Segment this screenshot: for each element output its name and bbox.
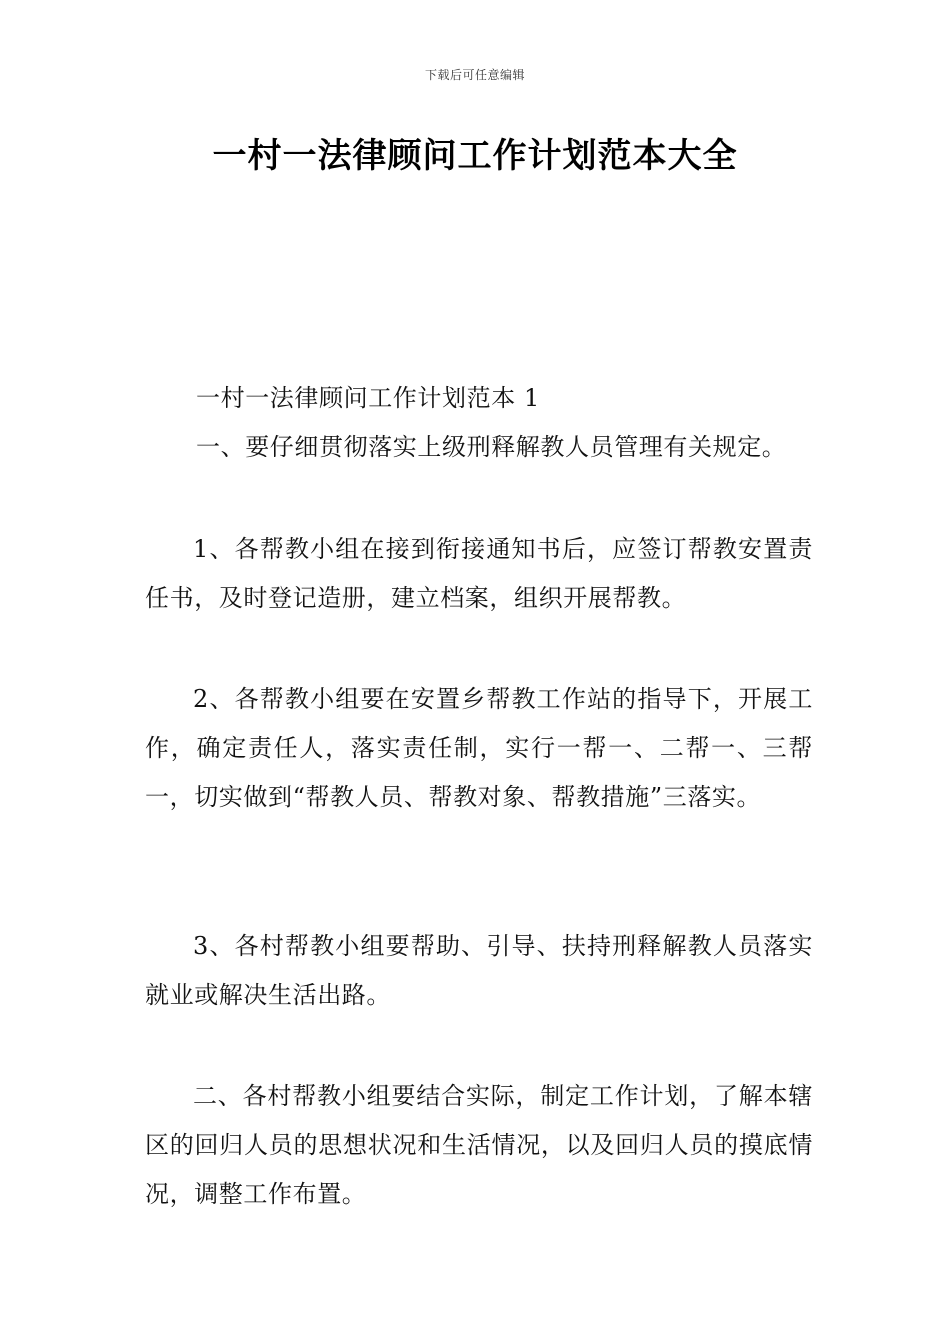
paragraph-1: 1、各帮教小组在接到衔接通知书后，应签订帮教安置责任书，及时登记造册，建立档案，组织开展帮教。 <box>145 535 813 612</box>
section-subheading: 一村一法律顾问工作计划范本 1 <box>196 384 540 412</box>
header-note: 下载后可任意编辑 <box>424 68 525 82</box>
paragraph-2: 2、各帮教小组要在安置乡帮教工作站的指导下，开展工作，确定责任人，落实责任制，实行一帮一、二帮一、三帮一，切实做到“帮教人员、帮教对象、帮教措施”三落实。 <box>145 685 813 811</box>
paragraph-3: 3、各村帮教小组要帮助、引导、扶持刑释解教人员落实就业或解决生活出路。 <box>145 932 813 1009</box>
item-one: 一、要仔细贯彻落实上级刑释解教人员管理有关规定。 <box>196 433 787 461</box>
document-title: 一村一法律顾问工作计划范本大全 <box>212 136 738 176</box>
paragraph-4: 二、各村帮教小组要结合实际，制定工作计划，了解本辖区的回归人员的思想状况和生活情况，以及回归人员的摸底情况，调整工作布置。 <box>145 1082 813 1208</box>
